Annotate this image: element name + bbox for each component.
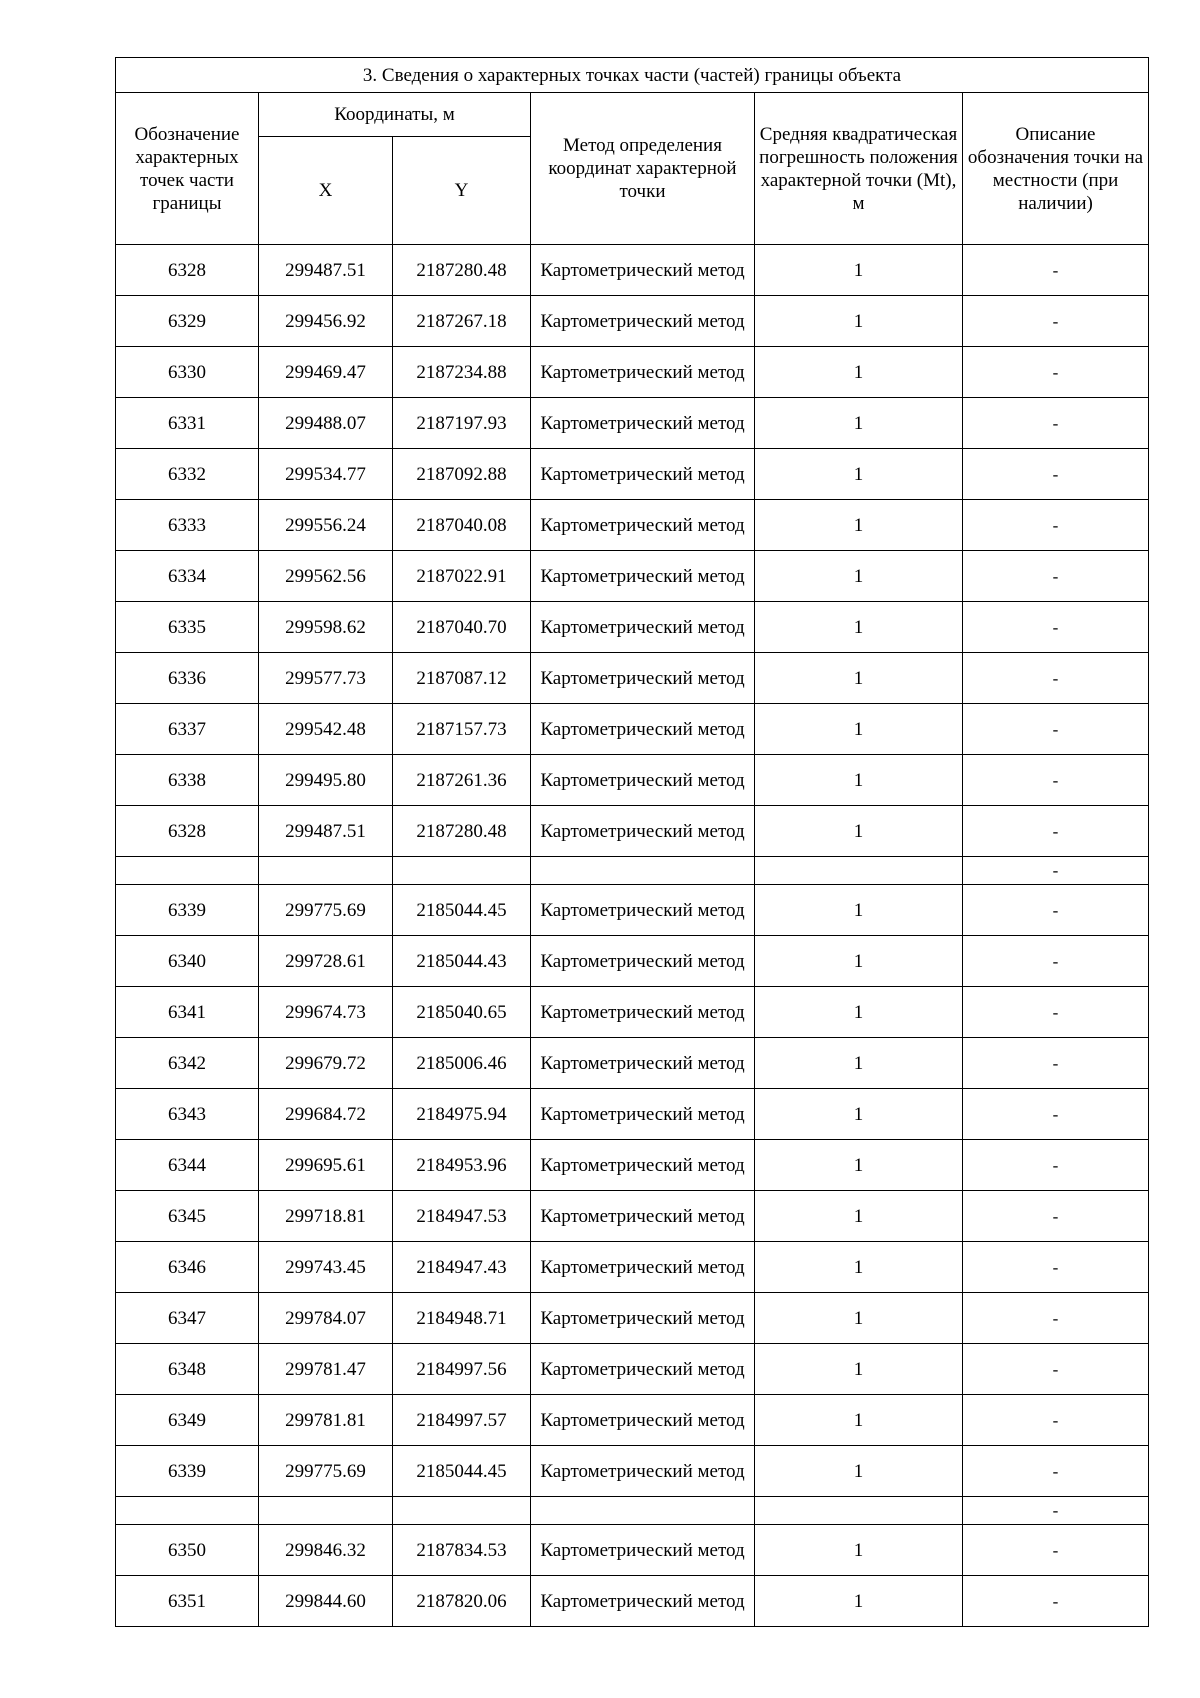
cell-accuracy: 1 — [755, 1576, 963, 1627]
table-row — [116, 1525, 1149, 1576]
cell-point-number: 6330 — [116, 347, 259, 398]
cell-y-coordinate: 2185044.43 — [393, 936, 531, 987]
cell-method: Картометрический метод — [531, 398, 755, 449]
table-row — [116, 449, 1149, 500]
cell-method: Картометрический метод — [531, 245, 755, 296]
table-row — [116, 704, 1149, 755]
cell-x-coordinate: 299743.45 — [259, 1242, 393, 1293]
cell-point-number: 6350 — [116, 1525, 259, 1576]
cell-point-number: 6339 — [116, 885, 259, 936]
cell-point-number: 6337 — [116, 704, 259, 755]
cell-x-coordinate: 299718.81 — [259, 1191, 393, 1242]
cell-accuracy: 1 — [755, 1140, 963, 1191]
header-description: Описание обозначения точки на местности (при наличии) — [963, 93, 1149, 245]
cell-y-coordinate: 2187087.12 — [393, 653, 531, 704]
table-row — [116, 806, 1149, 857]
table-row — [116, 1293, 1149, 1344]
cell-point-number: 6347 — [116, 1293, 259, 1344]
table-row — [116, 296, 1149, 347]
empty-cell — [116, 1497, 259, 1525]
cell-y-coordinate: 2185044.45 — [393, 1446, 531, 1497]
cell-point-number: 6349 — [116, 1395, 259, 1446]
cell-point-number: 6338 — [116, 755, 259, 806]
cell-point-number: 6340 — [116, 936, 259, 987]
cell-description: - — [963, 1395, 1149, 1446]
boundary-points-table — [115, 57, 1149, 1627]
cell-y-coordinate: 2184975.94 — [393, 1089, 531, 1140]
cell-description: - — [963, 347, 1149, 398]
cell-description: - — [963, 653, 1149, 704]
header-point-designation: Обозначение характерных точек части границы — [116, 93, 259, 245]
table-row — [116, 245, 1149, 296]
cell-accuracy: 1 — [755, 1038, 963, 1089]
cell-accuracy: 1 — [755, 1344, 963, 1395]
cell-point-number: 6328 — [116, 806, 259, 857]
cell-y-coordinate: 2187157.73 — [393, 704, 531, 755]
cell-accuracy: 1 — [755, 653, 963, 704]
cell-accuracy: 1 — [755, 936, 963, 987]
table-row-separator — [116, 857, 1149, 885]
cell-point-number: 6342 — [116, 1038, 259, 1089]
cell-y-coordinate: 2187267.18 — [393, 296, 531, 347]
cell-x-coordinate: 299775.69 — [259, 885, 393, 936]
table-body — [116, 245, 1149, 1627]
cell-x-coordinate: 299674.73 — [259, 987, 393, 1038]
cell-x-coordinate: 299534.77 — [259, 449, 393, 500]
cell-accuracy: 1 — [755, 1293, 963, 1344]
cell-x-coordinate: 299781.81 — [259, 1395, 393, 1446]
cell-method: Картометрический метод — [531, 1525, 755, 1576]
cell-description: - — [963, 551, 1149, 602]
empty-cell — [755, 1497, 963, 1525]
cell-point-number: 6334 — [116, 551, 259, 602]
cell-description: - — [963, 1525, 1149, 1576]
empty-cell — [259, 1497, 393, 1525]
empty-cell — [393, 1497, 531, 1525]
cell-description: - — [963, 1497, 1149, 1525]
cell-description: - — [963, 755, 1149, 806]
cell-description: - — [963, 245, 1149, 296]
cell-x-coordinate: 299469.47 — [259, 347, 393, 398]
cell-y-coordinate: 2187280.48 — [393, 806, 531, 857]
table-row — [116, 347, 1149, 398]
cell-y-coordinate: 2187820.06 — [393, 1576, 531, 1627]
cell-y-coordinate: 2185044.45 — [393, 885, 531, 936]
cell-point-number: 6345 — [116, 1191, 259, 1242]
cell-accuracy: 1 — [755, 551, 963, 602]
cell-method: Картометрический метод — [531, 296, 755, 347]
cell-description: - — [963, 987, 1149, 1038]
cell-y-coordinate: 2185006.46 — [393, 1038, 531, 1089]
cell-method: Картометрический метод — [531, 885, 755, 936]
cell-description: - — [963, 398, 1149, 449]
cell-description: - — [963, 602, 1149, 653]
cell-description: - — [963, 806, 1149, 857]
cell-accuracy: 1 — [755, 806, 963, 857]
cell-y-coordinate: 2187040.70 — [393, 602, 531, 653]
cell-x-coordinate: 299684.72 — [259, 1089, 393, 1140]
cell-description: - — [963, 449, 1149, 500]
cell-method: Картометрический метод — [531, 1344, 755, 1395]
cell-method: Картометрический метод — [531, 1242, 755, 1293]
table-row — [116, 1446, 1149, 1497]
cell-point-number: 6332 — [116, 449, 259, 500]
cell-accuracy: 1 — [755, 1395, 963, 1446]
cell-method: Картометрический метод — [531, 551, 755, 602]
empty-cell — [393, 857, 531, 885]
cell-x-coordinate: 299487.51 — [259, 245, 393, 296]
header-accuracy: Средняя квадратическая погрешность положения характерной точки (Mt), м — [755, 93, 963, 245]
cell-description: - — [963, 500, 1149, 551]
cell-x-coordinate: 299598.62 — [259, 602, 393, 653]
header-y: Y — [393, 137, 531, 245]
cell-method: Картометрический метод — [531, 653, 755, 704]
cell-accuracy: 1 — [755, 347, 963, 398]
cell-method: Картометрический метод — [531, 347, 755, 398]
table-row — [116, 653, 1149, 704]
table-row — [116, 551, 1149, 602]
cell-method: Картометрический метод — [531, 1293, 755, 1344]
cell-x-coordinate: 299495.80 — [259, 755, 393, 806]
cell-method: Картометрический метод — [531, 936, 755, 987]
table-row — [116, 755, 1149, 806]
cell-y-coordinate: 2184947.43 — [393, 1242, 531, 1293]
cell-description: - — [963, 936, 1149, 987]
cell-y-coordinate: 2187234.88 — [393, 347, 531, 398]
cell-y-coordinate: 2187092.88 — [393, 449, 531, 500]
cell-method: Картометрический метод — [531, 1576, 755, 1627]
cell-point-number: 6343 — [116, 1089, 259, 1140]
cell-x-coordinate: 299784.07 — [259, 1293, 393, 1344]
cell-description: - — [963, 1089, 1149, 1140]
cell-description: - — [963, 1140, 1149, 1191]
cell-x-coordinate: 299775.69 — [259, 1446, 393, 1497]
cell-method: Картометрический метод — [531, 987, 755, 1038]
cell-point-number: 6331 — [116, 398, 259, 449]
cell-accuracy: 1 — [755, 1089, 963, 1140]
cell-accuracy: 1 — [755, 296, 963, 347]
cell-method: Картометрический метод — [531, 1140, 755, 1191]
cell-y-coordinate: 2187040.08 — [393, 500, 531, 551]
cell-y-coordinate: 2187022.91 — [393, 551, 531, 602]
cell-x-coordinate: 299456.92 — [259, 296, 393, 347]
table-title: 3. Сведения о характерных точках части (частей) границы объекта — [116, 58, 1149, 93]
cell-point-number: 6329 — [116, 296, 259, 347]
cell-accuracy: 1 — [755, 885, 963, 936]
cell-accuracy: 1 — [755, 398, 963, 449]
cell-x-coordinate: 299542.48 — [259, 704, 393, 755]
table-row — [116, 398, 1149, 449]
empty-cell — [116, 857, 259, 885]
cell-accuracy: 1 — [755, 987, 963, 1038]
cell-y-coordinate: 2184948.71 — [393, 1293, 531, 1344]
empty-cell — [755, 857, 963, 885]
cell-y-coordinate: 2187197.93 — [393, 398, 531, 449]
empty-cell — [531, 1497, 755, 1525]
table-row — [116, 1576, 1149, 1627]
cell-method: Картометрический метод — [531, 1191, 755, 1242]
cell-x-coordinate: 299577.73 — [259, 653, 393, 704]
cell-y-coordinate: 2187280.48 — [393, 245, 531, 296]
cell-method: Картометрический метод — [531, 602, 755, 653]
cell-accuracy: 1 — [755, 1242, 963, 1293]
cell-description: - — [963, 1293, 1149, 1344]
table-row — [116, 885, 1149, 936]
cell-method: Картометрический метод — [531, 1395, 755, 1446]
cell-point-number: 6339 — [116, 1446, 259, 1497]
cell-method: Картометрический метод — [531, 1446, 755, 1497]
cell-point-number: 6341 — [116, 987, 259, 1038]
cell-x-coordinate: 299728.61 — [259, 936, 393, 987]
cell-description: - — [963, 1576, 1149, 1627]
header-method: Метод определения координат характерной точки — [531, 93, 755, 245]
cell-accuracy: 1 — [755, 449, 963, 500]
cell-point-number: 6328 — [116, 245, 259, 296]
cell-description: - — [963, 1242, 1149, 1293]
cell-description: - — [963, 704, 1149, 755]
table-row — [116, 1089, 1149, 1140]
cell-x-coordinate: 299488.07 — [259, 398, 393, 449]
cell-description: - — [963, 1191, 1149, 1242]
cell-accuracy: 1 — [755, 1446, 963, 1497]
cell-x-coordinate: 299695.61 — [259, 1140, 393, 1191]
cell-point-number: 6333 — [116, 500, 259, 551]
cell-method: Картометрический метод — [531, 704, 755, 755]
cell-accuracy: 1 — [755, 245, 963, 296]
cell-y-coordinate: 2187834.53 — [393, 1525, 531, 1576]
cell-description: - — [963, 857, 1149, 885]
cell-point-number: 6346 — [116, 1242, 259, 1293]
table-row — [116, 1395, 1149, 1446]
cell-description: - — [963, 296, 1149, 347]
cell-accuracy: 1 — [755, 602, 963, 653]
cell-y-coordinate: 2187261.36 — [393, 755, 531, 806]
cell-point-number: 6335 — [116, 602, 259, 653]
cell-y-coordinate: 2184953.96 — [393, 1140, 531, 1191]
cell-x-coordinate: 299556.24 — [259, 500, 393, 551]
cell-description: - — [963, 1038, 1149, 1089]
table-row — [116, 936, 1149, 987]
cell-method: Картометрический метод — [531, 755, 755, 806]
cell-point-number: 6351 — [116, 1576, 259, 1627]
cell-method: Картометрический метод — [531, 1038, 755, 1089]
cell-accuracy: 1 — [755, 1191, 963, 1242]
cell-method: Картометрический метод — [531, 449, 755, 500]
cell-x-coordinate: 299487.51 — [259, 806, 393, 857]
table-row — [116, 1242, 1149, 1293]
cell-description: - — [963, 1344, 1149, 1395]
table-row — [116, 1140, 1149, 1191]
cell-method: Картометрический метод — [531, 806, 755, 857]
cell-method: Картометрический метод — [531, 1089, 755, 1140]
table-row — [116, 602, 1149, 653]
cell-method: Картометрический метод — [531, 500, 755, 551]
cell-x-coordinate: 299562.56 — [259, 551, 393, 602]
table-row — [116, 1344, 1149, 1395]
header-x: X — [259, 137, 393, 245]
cell-y-coordinate: 2184997.57 — [393, 1395, 531, 1446]
cell-x-coordinate: 299846.32 — [259, 1525, 393, 1576]
cell-x-coordinate: 299679.72 — [259, 1038, 393, 1089]
empty-cell — [531, 857, 755, 885]
cell-y-coordinate: 2185040.65 — [393, 987, 531, 1038]
table-row — [116, 1038, 1149, 1089]
cell-x-coordinate: 299844.60 — [259, 1576, 393, 1627]
table-row — [116, 1191, 1149, 1242]
cell-point-number: 6336 — [116, 653, 259, 704]
empty-cell — [259, 857, 393, 885]
cell-accuracy: 1 — [755, 755, 963, 806]
cell-description: - — [963, 1446, 1149, 1497]
cell-point-number: 6348 — [116, 1344, 259, 1395]
table-row — [116, 500, 1149, 551]
cell-point-number: 6344 — [116, 1140, 259, 1191]
cell-y-coordinate: 2184997.56 — [393, 1344, 531, 1395]
cell-accuracy: 1 — [755, 1525, 963, 1576]
cell-accuracy: 1 — [755, 704, 963, 755]
cell-description: - — [963, 885, 1149, 936]
table-row — [116, 987, 1149, 1038]
cell-x-coordinate: 299781.47 — [259, 1344, 393, 1395]
cell-y-coordinate: 2184947.53 — [393, 1191, 531, 1242]
table-row-separator — [116, 1497, 1149, 1525]
header-coordinates: Координаты, м — [259, 93, 531, 137]
cell-accuracy: 1 — [755, 500, 963, 551]
